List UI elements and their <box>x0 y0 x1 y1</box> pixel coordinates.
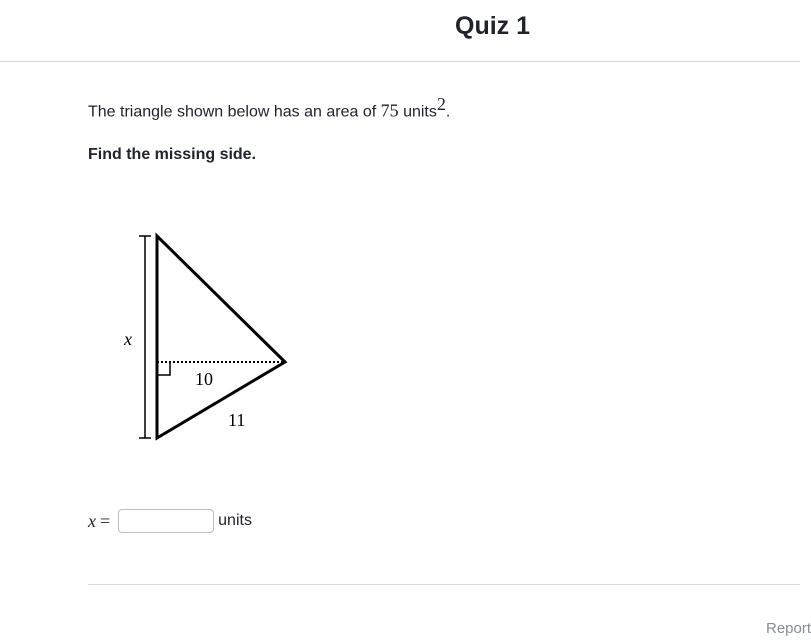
right-angle-marker <box>157 362 170 375</box>
area-exponent: 2 <box>436 94 446 114</box>
quiz-header <box>0 0 800 62</box>
hypotenuse-label: 11 <box>228 410 246 430</box>
prompt-suffix: . <box>445 103 451 121</box>
question-prompt <box>88 90 788 126</box>
prompt-prefix: The triangle shown below has an area of <box>88 103 381 121</box>
answer-equals: = <box>100 510 111 531</box>
area-unit: units <box>398 103 437 121</box>
question-instruction: Find the missing side. <box>88 146 257 163</box>
answer-input[interactable] <box>118 509 214 533</box>
area-value: 75 <box>380 100 399 121</box>
quiz-title: Quiz 1 <box>455 12 531 40</box>
footer-divider <box>88 584 800 585</box>
answer-row <box>88 506 252 536</box>
triangle-shape <box>157 236 285 438</box>
report-link[interactable]: Report <box>766 620 811 637</box>
side-x-label: x <box>124 329 132 349</box>
answer-unit: units <box>218 512 252 529</box>
question-content <box>88 90 788 163</box>
answer-variable: x <box>88 510 96 531</box>
triangle-figure <box>110 225 310 455</box>
height-label: 10 <box>195 369 213 389</box>
